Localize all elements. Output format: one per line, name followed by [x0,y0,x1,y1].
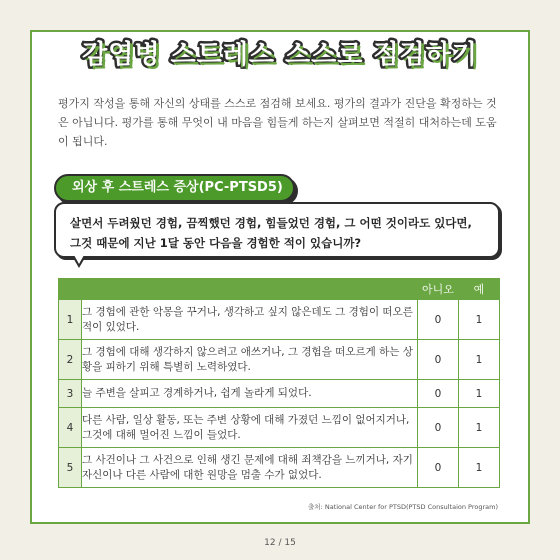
header-yes: 예 [459,279,500,300]
table-row [59,408,500,448]
header-no: 아니오 [418,279,459,300]
answer-yes[interactable]: 1 [459,340,500,380]
title-container [0,34,560,71]
answer-no[interactable]: 0 [418,408,459,448]
row-number: 3 [59,380,82,408]
table-row [59,380,500,408]
answer-no[interactable]: 0 [418,448,459,488]
table-row [59,448,500,488]
header-blank [59,279,418,300]
answer-no[interactable]: 0 [418,340,459,380]
row-question: 그 사건이나 그 사건으로 인해 생긴 문제에 대해 죄책감을 느끼거나, 자기 자신이나 다른 사람에 대한 원망을 멈출 수가 없었다. [82,448,418,488]
question-bubble: 살면서 두려웠던 경험, 끔찍했던 경험, 힘들었던 경험, 그 어떤 것이라도 있다면, 그것 때문에 지난 1달 동안 다음을 경험한 적이 있습니까? [54,202,500,258]
answer-no[interactable]: 0 [418,380,459,408]
answer-yes[interactable]: 1 [459,300,500,340]
answer-no[interactable]: 0 [418,300,459,340]
row-number: 4 [59,408,82,448]
row-number: 1 [59,300,82,340]
intro-paragraph: 평가지 작성을 통해 자신의 상태를 스스로 점검해 보세요. 평가의 결과가 진단을 확정하는 것은 아닙니다. 평가를 통해 무엇이 내 마음을 힘들게 하는지 살펴보면 적절히 대처하는데 도움이 됩니다. [58,97,497,148]
row-question: 그 경험에 관한 악몽을 꾸거나, 생각하고 싶지 않은데도 그 경험이 떠오른 적이 있었다. [82,300,418,340]
row-question: 그 경험에 대해 생각하지 않으려고 애쓰거나, 그 경험을 떠오르게 하는 상황을 피하기 위해 특별히 노력하였다. [82,340,418,380]
page-number: 12 / 15 [264,538,296,548]
source-note: 출처: National Center for PTSD(PTSD Consultaion Program) [308,503,498,511]
answer-yes[interactable]: 1 [459,380,500,408]
page-title: 감염병 스트레스 스스로 점검하기 [76,34,484,71]
row-number: 2 [59,340,82,380]
table-row [59,300,500,340]
bubble-tail-inner [74,255,84,264]
table-header-row [59,279,500,300]
row-question: 늘 주변을 살피고 경계하거나, 쉽게 놀라게 되었다. [82,380,418,408]
checklist-table [58,278,500,488]
answer-yes[interactable]: 1 [459,408,500,448]
row-question: 다른 사람, 일상 활동, 또는 주변 상황에 대해 가졌던 느낌이 없어지거나, 그것에 대해 멀어진 느낌이 들었다. [82,408,418,448]
answer-yes[interactable]: 1 [459,448,500,488]
table-row [59,340,500,380]
row-number: 5 [59,448,82,488]
section-title: 외상 후 스트레스 증상(PC-PTSD5) [54,174,295,202]
